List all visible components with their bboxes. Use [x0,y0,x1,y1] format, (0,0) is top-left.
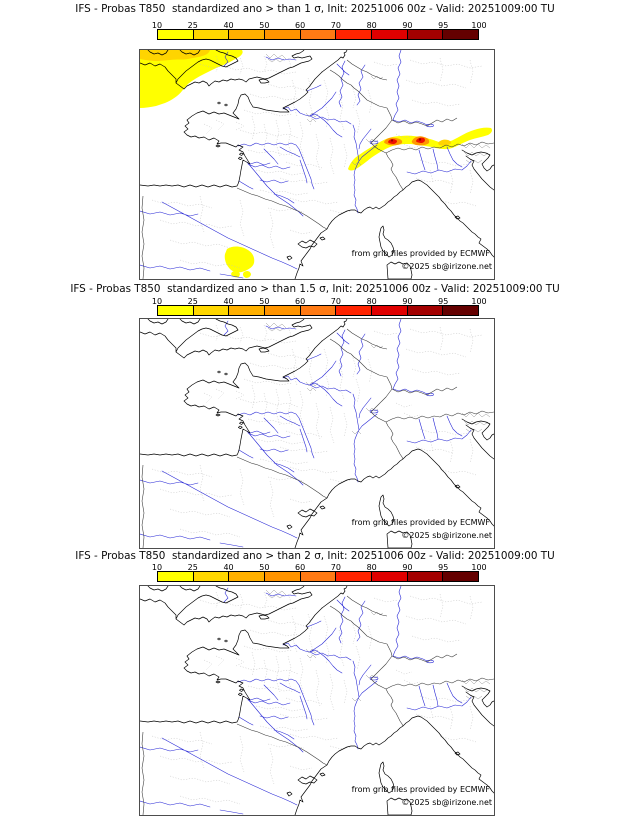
colorbar-tick-label: 25 [187,21,198,30]
colorbar [151,561,487,582]
panel-1-title: IFS - Probas T850 standardized ano > than 1 σ, Init: 20251006 00z - Valid: 20251009:00 TU [75,3,555,15]
credit-copyright: ©2025 sb@irizone.net [401,531,492,540]
colorbar-tick-label: 100 [471,563,487,572]
colorbar-tick-label: 95 [438,563,449,572]
map-2 [139,318,495,549]
colorbar-segment [158,30,194,39]
colorbar-segment [229,306,265,315]
colorbar-segment [336,30,372,39]
credit-ecmwf: from grib files provided by ECMWF [351,249,490,258]
colorbar-tick-label: 60 [295,297,306,306]
map-2-svg [140,319,494,548]
colorbar-bar [157,571,479,582]
colorbar-tick-label: 40 [223,297,234,306]
colorbar-bar [157,305,479,316]
colorbar-tick-label: 50 [259,563,270,572]
colorbar-segment [158,572,194,581]
colorbar-segment [194,30,230,39]
colorbar-segment [372,572,408,581]
colorbar-segment [443,30,478,39]
panel-3-title: IFS - Probas T850 standardized ano > than 2 σ, Init: 20251006 00z - Valid: 20251009:00 TU [75,550,555,562]
colorbar-tick-label: 90 [402,21,413,30]
colorbar-segment [336,572,372,581]
colorbar-tick-label: 10 [151,297,163,306]
colorbar-segment [372,30,408,39]
colorbar-segment [336,306,372,315]
colorbar-segment [301,306,337,315]
colorbar [151,19,487,40]
colorbar-tick-label: 80 [366,563,377,572]
colorbar-tick-label: 95 [438,297,449,306]
colorbar-ticks [151,19,487,30]
colorbar-tick-label: 25 [187,563,198,572]
colorbar-tick-label: 10 [151,21,163,30]
colorbar-tick-label: 100 [471,21,487,30]
colorbar-segment [443,306,478,315]
colorbar-segment [301,30,337,39]
colorbar-tick-label: 60 [295,21,306,30]
colorbar-segment [229,30,265,39]
credit-ecmwf: from grib files provided by ECMWF [351,785,490,794]
colorbar-tick-label: 40 [223,563,234,572]
colorbar-segment [229,572,265,581]
colorbar-tick-label: 70 [330,563,341,572]
colorbar [151,295,487,316]
colorbar-segment [158,306,194,315]
colorbar-tick-label: 70 [330,297,341,306]
colorbar-segment [265,30,301,39]
colorbar-segment [408,30,444,39]
colorbar-segment [408,572,444,581]
colorbar-tick-label: 10 [151,563,163,572]
colorbar-tick-label: 100 [471,297,487,306]
map-3-svg [140,586,494,815]
colorbar-segment [408,306,444,315]
credit-copyright: ©2025 sb@irizone.net [401,798,492,807]
colorbar-tick-label: 50 [259,21,270,30]
colorbar-segment [265,306,301,315]
colorbar-segment [194,572,230,581]
colorbar-segment [443,572,478,581]
colorbar-ticks [151,295,487,306]
credit-copyright: ©2025 sb@irizone.net [401,262,492,271]
colorbar-tick-label: 80 [366,21,377,30]
colorbar-segment [265,572,301,581]
colorbar-tick-label: 50 [259,297,270,306]
colorbar-tick-label: 90 [402,563,413,572]
colorbar-segment [301,572,337,581]
map-1 [139,49,495,280]
colorbar-segment [194,306,230,315]
panel-2-title: IFS - Probas T850 standardized ano > than 1.5 σ, Init: 20251006 00z - Valid: 20251009:00 TU [70,283,560,295]
map-3 [139,585,495,816]
colorbar-bar [157,29,479,40]
colorbar-tick-label: 70 [330,21,341,30]
map-1-svg [140,50,494,279]
colorbar-tick-label: 90 [402,297,413,306]
colorbar-segment [372,306,408,315]
colorbar-tick-label: 25 [187,297,198,306]
colorbar-ticks [151,561,487,572]
credit-ecmwf: from grib files provided by ECMWF [351,518,490,527]
colorbar-tick-label: 95 [438,21,449,30]
colorbar-tick-label: 80 [366,297,377,306]
colorbar-tick-label: 40 [223,21,234,30]
colorbar-tick-label: 60 [295,563,306,572]
